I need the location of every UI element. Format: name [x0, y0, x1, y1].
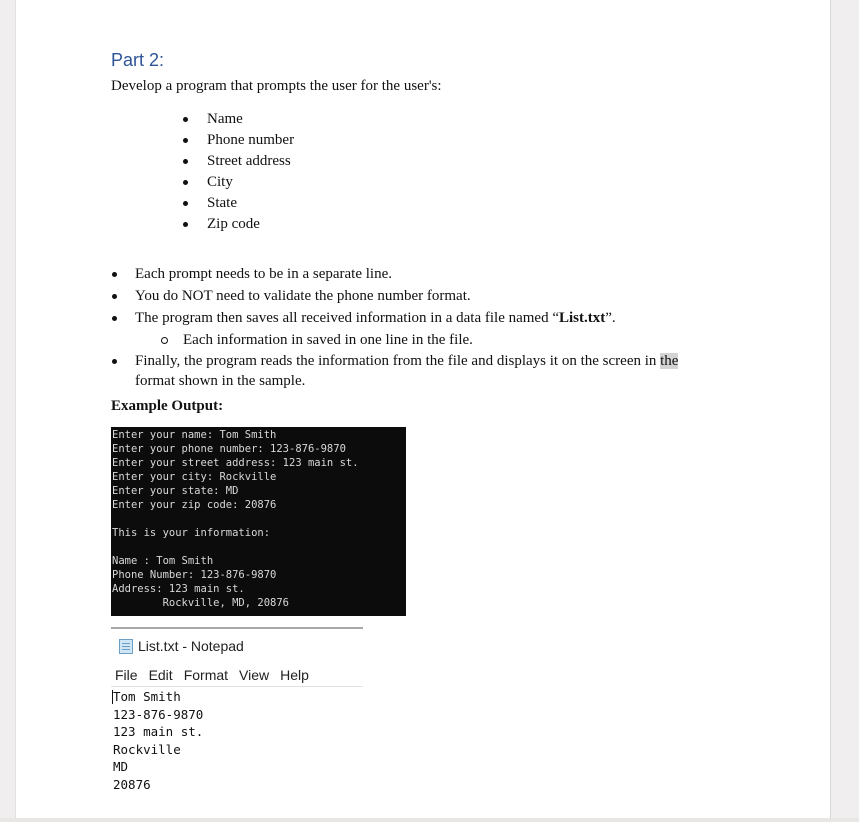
- bullet-icon: [112, 359, 117, 364]
- list-item: City: [181, 172, 294, 193]
- bullet-icon: [112, 294, 117, 299]
- notepad-top-border: [111, 627, 363, 629]
- intro-paragraph: Develop a program that prompts the user for the user's:: [111, 78, 442, 94]
- text-line: Tom Smith: [113, 689, 181, 704]
- requirement-item: Finally, the program reads the information from the file and displays it on the screen in the format shown in the sample.: [111, 351, 751, 391]
- circle-bullet-icon: [161, 337, 168, 344]
- console-line: This is your information:: [112, 527, 271, 539]
- console-line: Enter your state: MD: [112, 485, 239, 497]
- bullet-icon: [183, 222, 188, 227]
- list-item: Phone number: [181, 130, 294, 151]
- notepad-menu-bar: [115, 667, 320, 683]
- console-line: [111, 540, 406, 554]
- list-item: State: [181, 193, 294, 214]
- bullet-icon: [112, 272, 117, 277]
- notepad-title-bar: [119, 637, 244, 655]
- notepad-text-area: [113, 688, 203, 793]
- filename-bold: List.txt: [559, 310, 606, 326]
- menu-view: View: [239, 667, 270, 683]
- console-line: Enter your phone number: 123-876-9870: [112, 443, 346, 455]
- requirements-list: [111, 264, 751, 392]
- bullet-icon: [183, 138, 188, 143]
- fields-list: [181, 109, 294, 235]
- example-output-label: Example Output:: [111, 398, 224, 414]
- requirement-item: The program then saves all received information in a data file named “List.txt”.: [111, 308, 751, 329]
- console-output-screenshot: [111, 427, 406, 616]
- list-item: Name: [181, 109, 294, 130]
- list-item: Street address: [181, 151, 294, 172]
- menu-help: Help: [280, 667, 309, 683]
- bullet-icon: [183, 159, 188, 164]
- notepad-title: List.txt - Notepad: [138, 638, 244, 654]
- console-line: [111, 512, 406, 526]
- notepad-screenshot: [111, 627, 363, 807]
- requirement-item: Each prompt needs to be in a separate line.: [111, 264, 751, 285]
- console-line: Enter your city: Rockville: [112, 471, 277, 483]
- console-line: Enter your zip code: 20876: [112, 499, 277, 511]
- bullet-icon: [183, 180, 188, 185]
- requirement-item: You do NOT need to validate the phone number format.: [111, 286, 751, 307]
- console-line: Address: 123 main st.: [112, 583, 245, 595]
- text-line: 123-876-9870: [113, 706, 204, 722]
- document-page: [15, 0, 831, 818]
- menu-divider: [111, 686, 363, 687]
- console-line: Name : Tom Smith: [112, 555, 214, 567]
- list-item: Zip code: [181, 214, 294, 235]
- console-line: Enter your name: Tom Smith: [112, 429, 277, 441]
- console-line: Enter your street address: 123 main st.: [112, 457, 359, 469]
- menu-file: File: [115, 667, 138, 683]
- notepad-icon: [119, 639, 133, 654]
- bullet-icon: [112, 316, 117, 321]
- text-line: Rockville: [113, 741, 181, 757]
- console-line: Rockville, MD, 20876: [112, 597, 290, 609]
- text-line: 123 main st.: [113, 724, 204, 739]
- section-heading: Part 2:: [111, 50, 165, 70]
- requirement-subitem: Each information in saved in one line in the file.: [111, 330, 751, 350]
- page-bottom-edge: [0, 818, 859, 822]
- menu-edit: Edit: [148, 667, 173, 683]
- menu-format: Format: [183, 667, 229, 683]
- bullet-icon: [183, 201, 188, 206]
- text-line: 20876: [113, 776, 151, 792]
- bullet-icon: [183, 117, 188, 122]
- console-line: Phone Number: 123-876-9870: [112, 569, 277, 581]
- highlighted-word: the: [660, 353, 679, 369]
- text-caret: [112, 690, 113, 704]
- text-line: MD: [113, 759, 129, 774]
